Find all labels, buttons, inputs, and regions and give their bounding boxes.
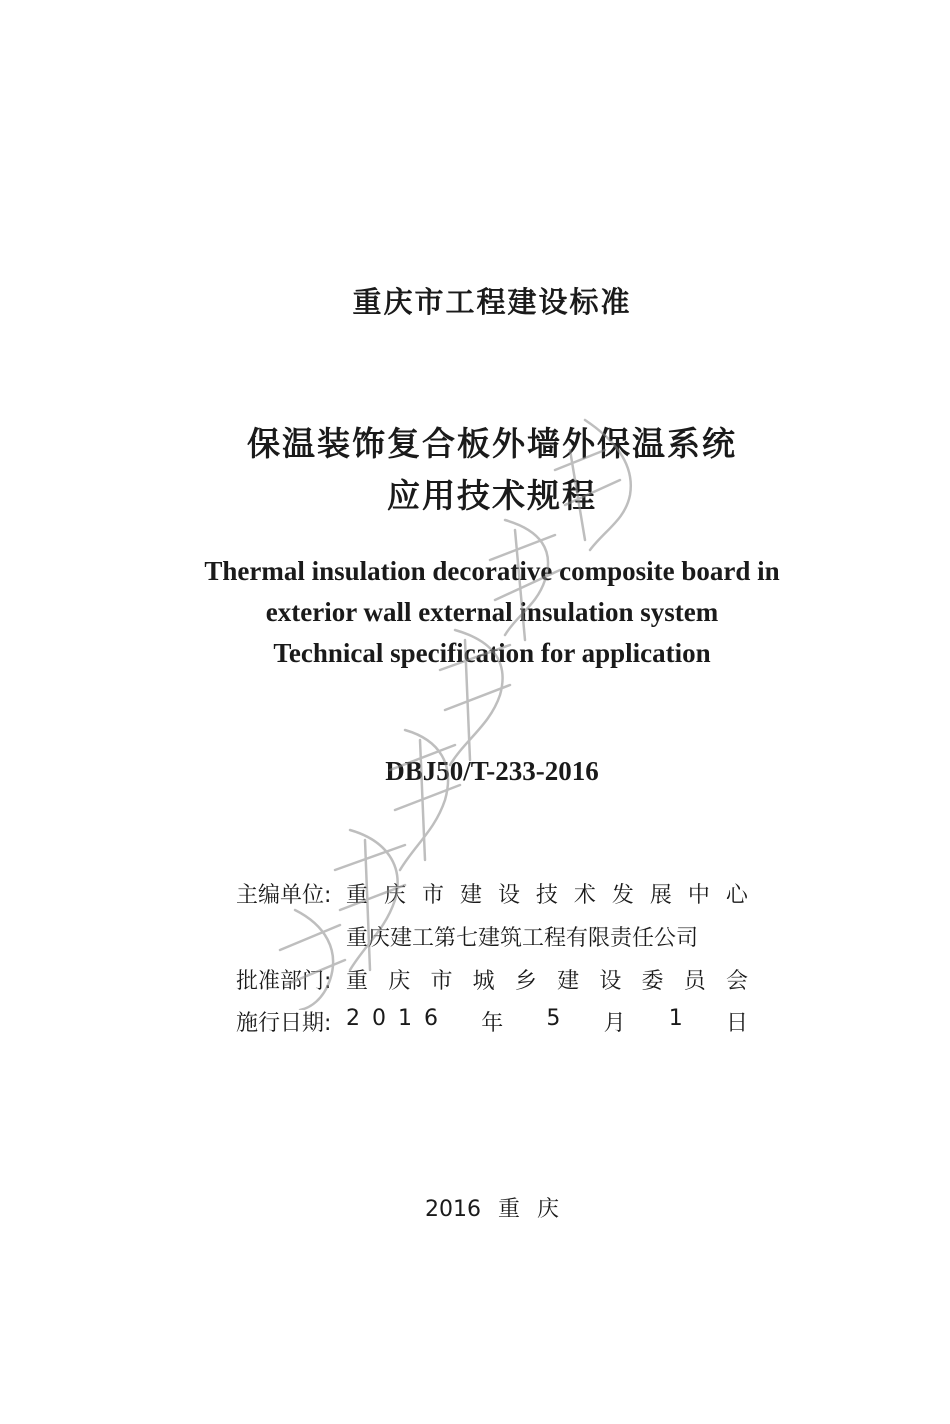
english-title-line-2: exterior wall external insulation system [265, 597, 719, 627]
approval-char: 市 [430, 969, 453, 994]
approval-label: 批准部门: [236, 969, 332, 994]
publication-footer: 2016 重 庆 [425, 1197, 559, 1222]
approval-char: 庆 [388, 969, 411, 994]
editor-1-char: 发 [611, 883, 634, 908]
date-char: 日 [725, 1011, 748, 1036]
approval-char: 委 [641, 969, 664, 994]
effective-date-label: 施行日期: [236, 1011, 332, 1036]
editor-organization-2: 重庆建工第七建筑工程有限责任公司 [346, 926, 699, 951]
english-title-line-1: Thermal insulation decorative composite board in [204, 556, 780, 586]
editor-1-char: 建 [459, 883, 482, 908]
editor-1-char: 技 [535, 883, 558, 908]
approval-department [346, 964, 748, 995]
date-char: 年 [481, 1011, 504, 1036]
editor-1-char: 设 [497, 883, 520, 908]
date-char: 0 [372, 1006, 386, 1031]
effective-year [346, 1006, 438, 1037]
date-char: 5 [546, 1006, 561, 1031]
approval-char: 重 [346, 969, 369, 994]
editor-1-char: 庆 [383, 883, 406, 908]
approval-char: 设 [599, 969, 622, 994]
editor-1-char: 中 [687, 883, 710, 908]
chinese-title-line-1: 保温装饰复合板外墙外保温系统 [247, 424, 737, 463]
approval-char: 会 [725, 969, 748, 994]
series-title: 重庆市工程建设标准 [352, 285, 632, 319]
editor-organization-1 [346, 878, 748, 909]
english-title-line-3: Technical specification for application [273, 638, 711, 668]
approval-char: 乡 [514, 969, 537, 994]
approval-char: 员 [683, 969, 706, 994]
editor-1-char: 心 [725, 883, 748, 908]
standard-number: DBJ50/T-233-2016 [385, 756, 599, 786]
editor-1-char: 展 [649, 883, 672, 908]
date-char: 1 [668, 1006, 683, 1031]
effective-date [346, 1006, 748, 1037]
editor-1-char: 市 [421, 883, 444, 908]
date-char: 6 [424, 1006, 438, 1031]
approval-char: 城 [472, 969, 495, 994]
date-char: 2 [346, 1006, 360, 1031]
approval-char: 建 [557, 969, 580, 994]
editor-label: 主编单位: [236, 883, 332, 908]
editor-1-char: 重 [346, 883, 369, 908]
date-char: 月 [603, 1011, 626, 1036]
chinese-title-line-2: 应用技术规程 [387, 476, 597, 515]
editor-1-char: 术 [573, 883, 596, 908]
date-char: 1 [398, 1006, 412, 1031]
